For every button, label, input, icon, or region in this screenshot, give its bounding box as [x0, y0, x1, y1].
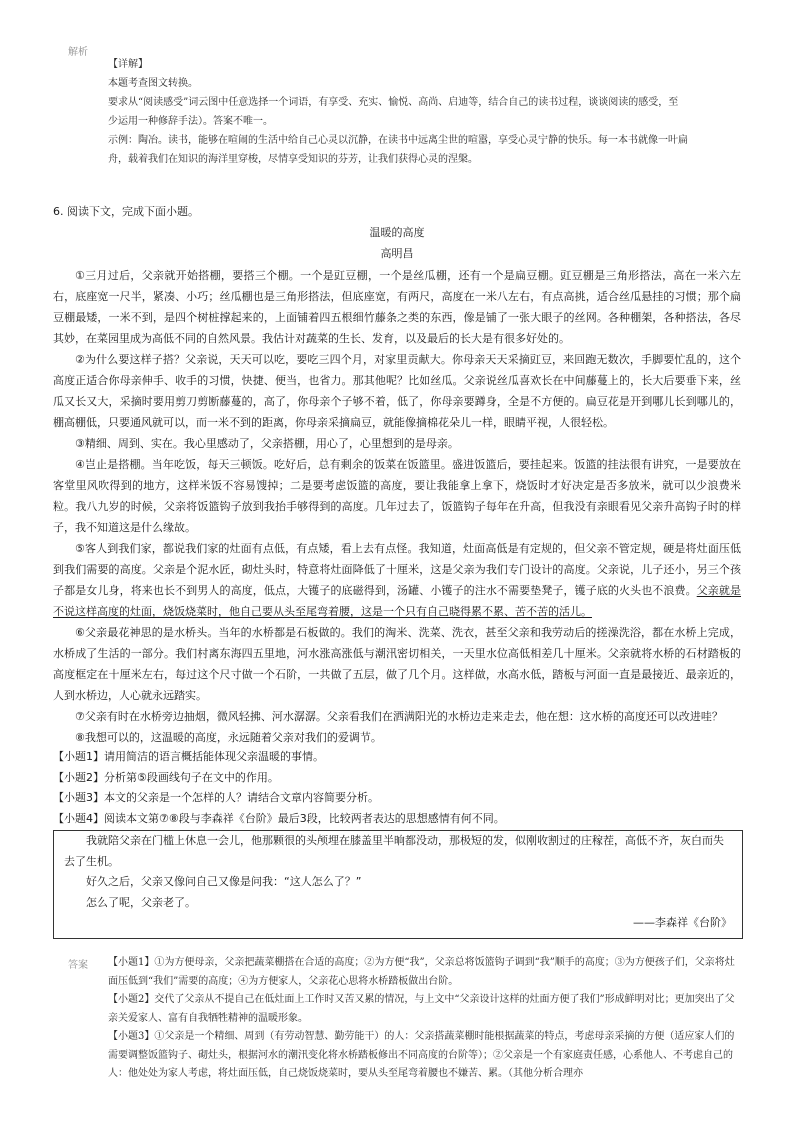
- paragraph-8: ⑧我想可以的，这温暖的高度，永远随着父亲对我们的爱调节。: [75, 731, 382, 744]
- answer-3: 【小题3】①父亲是一个精细、周到（有劳动智慧、勤劳能干）的人：父亲搭蔬菜棚时能根据蔬菜的特点，考虑母亲采摘的方便（适应家人们的需要调整饭篮钩子、砌灶头，根据河水的潮汛变化将水桥踏板修出不同高度的台阶等）；②父亲是一个有家庭责任感，心系他人、不考虑自己的人：他处处为家人考虑，将灶面压低，自己烧饭烧菜时，要从头至尾弯着腰也不嫌苦、累。（其他分析合理亦: [108, 1031, 735, 1079]
- paragraph-3: ③精细、周到、实在。我心里感动了，父亲搭棚，用心了，心里想到的是母亲。: [75, 437, 459, 450]
- paragraph-4: ④岂止是搭棚。当年吃饭，每天三顿饭。吃好后，总有剩余的饭菜在饭篮里。盛进饭篮后，要挂起来。饭篮的挂法很有讲究，一是要放在客堂里风吹得到的地方，这样米饭不容易馊掉；二是要考虑饭篮的高度，要让我能拿上拿下，烧饭时才好决定是否多放米，就可以少浪费米粒。我八九岁的时候，父亲将饭篮钩子放到我抬手够得到的高度。几年过去了，饭篮钩子每年在升高，但我没有亲眼看见父亲升高钩子时的样子，我不知道这是什么缘故。: [53, 458, 741, 534]
- analysis-line: 示例：陶冶。读书，能够在喧闹的生活中给自己心灵以沉静，在读书中远离尘世的喧嚣，享受心灵宁静的快乐。每一本书就像一叶扁: [108, 135, 688, 146]
- excerpt-paragraph-2: 好久之后，父亲又像问自己又像是问我：“这人怎么了？”: [86, 875, 362, 888]
- analysis-tag: 解析: [68, 47, 88, 58]
- article-title: 温暖的高度: [369, 226, 425, 239]
- answer-2: 【小题2】交代了父亲从不提自己在低灶面上工作时又苦又累的情况，与上文中“父亲设计这样的灶面方便了我们”形成鲜明对比；更加突出了父亲关爱家人、富有自我牺牲精神的温暖形象。: [108, 994, 735, 1024]
- answer-tag: 答案: [68, 960, 88, 971]
- analysis-line: 要求从“阅读感受”词云图中任意选择一个词语，有享受、充实、愉悦、高尚、启迪等，结合自己的读书过程，谈谈阅读的感受，至: [108, 97, 679, 108]
- paragraph-5: [53, 538, 741, 622]
- article-body: [53, 265, 741, 748]
- underlined-sentence: 父亲就是不说这样高度的灶面，烧饭烧菜时，他自己要从头至尾弯着腰，这是一个只有自己晓得累不累、苦不苦的活儿。: [53, 584, 741, 618]
- analysis-block: [108, 55, 748, 169]
- analysis-line: 【详解】: [108, 59, 148, 70]
- analysis-line: 舟，载着我们在知识的海洋里穿梭，尽情享受知识的芬芳，让我们获得心灵的涅槃。: [108, 154, 478, 165]
- article-author: 高明昌: [380, 247, 414, 260]
- excerpt-box: [53, 830, 743, 939]
- paragraph-2: ②为什么要这样子搭？父亲说，天天可以吃，要吃三四个月，对家里贡献大。你母亲天天采摘豇豆，来回跑无数次，手脚要忙乱的，这个高度正适合你母亲伸手、收手的习惯，快捷、便当，也省力。那其他呢？比如丝瓜。父亲说丝瓜喜欢长在中间藤蔓上的，长大后要垂下来，丝瓜又长又大，采摘时要用剪刀剪断藤蔓的，高了，你母亲个子够不着，低了，你母亲要蹲身，全是不方便的。扁豆花是开到哪儿长到哪儿的，棚高棚低，只要通风就可以，而一米不到的距离，你母亲采摘扁豆，就能像摘棉花朵儿一样，眼睛平视，人很轻松。: [53, 353, 741, 429]
- subquestion-1: 【小题1】请用简洁的语言概括能体现父亲温暖的事情。: [53, 750, 324, 763]
- excerpt-source: ——李森祥《台阶》: [633, 916, 732, 929]
- paragraph-7: ⑦父亲有时在水桥旁边抽烟，微风轻拂、河水潺潺。父亲看我们在洒满阳光的水桥边走来走去，他在想：这水桥的高度还可以改进哇？: [75, 710, 723, 723]
- paragraph-6: ⑥父亲最花神思的是水桥头。当年的水桥都是石板做的。我们的淘米、洗菜、洗衣，甚至父亲和我劳动后的搓澡洗浴，都在水桥上完成，水桥成了生活的一部分。我们村离东海四五里地，河水涨高涨低与潮汛密切相关，一天里水位高低相差几十厘米。父亲就将水桥的石材踏板的高度框定在十厘米左右，每过这个尺寸做一个石阶，一共做了五层，做了几个月。这样做，水高水低，踏板与河面一直是最接近、最亲近的，人到水桥边，人心就永远踏实。: [53, 626, 741, 702]
- excerpt-paragraph-1: 我就陪父亲在门槛上休息一会儿，他那颗很的头颅埋在膝盖里半晌都没动，那极短的发，似刚收割过的庄稼茬，高低不齐，灰白而失去了生机。: [64, 834, 724, 868]
- subquestion-3: 【小题3】本文的父亲是一个怎样的人？请结合文章内容简要分析。: [53, 791, 379, 804]
- paragraph-5-text: ⑤客人到我们家，都说我们家的灶面有点低，有点矮，看上去有点怪。我知道，灶面高低是有定规的，但父亲不管定规，硬是将灶面压低到我们需要的高度。父亲是个泥水匠，砌灶头时，特意将灶面降低了十厘米，这是父亲为我们专门设计的高度。父亲说，儿子还小，另三个孩子都是女儿身，将来也长不到男人的高度，低点，大镬子的底磁得到，汤罐、小镬子的注水不需要垫凳子，镬子底的火头也不浪费。: [53, 542, 741, 597]
- excerpt-paragraph-3: 怎么了呢，父亲老了。: [86, 895, 196, 909]
- question-heading: 6. 阅读下文，完成下面小题。: [53, 205, 199, 218]
- subquestion-2: 【小题2】分析第⑤段画线句子在文中的作用。: [53, 770, 279, 784]
- analysis-line: 本题考查图文转换。: [108, 78, 198, 89]
- subquestion-4: 【小题4】阅读本文第⑦⑧段与李森祥《台阶》最后3段，比较两者表达的思想感情有何不同。: [53, 811, 505, 825]
- subquestion-list: [53, 747, 741, 829]
- paragraph-1: ①三月过后，父亲就开始搭棚，要搭三个棚。一个是豇豆棚，一个是丝瓜棚，还有一个是扁豆棚。豇豆棚是三角形搭法，高在一米六左右，底座宽一尺半，紧凑、小巧；丝瓜棚也是三角形搭法，但底座宽，有两尺，高度在一米八左右，有点高挑，适合丝瓜悬挂的习惯；那个扁豆棚最矮，一米不到，是四个树桩撑起来的，上面铺着四五根细竹藤条之类的东西，像是铺了一张大眼子的丝网。各种棚架，各种搭法，各尽其妙，在菜园里成为高低不同的自然风景。我估计对蔬菜的生长、发育，以及最后的长大是有很多好处的。: [53, 269, 741, 345]
- analysis-line: 少运用一种修辞手法）。答案不唯一。: [108, 116, 273, 127]
- answer-1: 【小题1】①为方便母亲，父亲把蔬菜棚搭在合适的高度；②为方便“我”，父亲总将饭篮钩子调到“我”顺手的高度；③为方便孩子们，父亲将灶面压低到“我们”需要的高度；④为方便家人，父亲花心思将水桥踏板做出台阶。: [108, 957, 735, 987]
- answer-block: [108, 954, 744, 1084]
